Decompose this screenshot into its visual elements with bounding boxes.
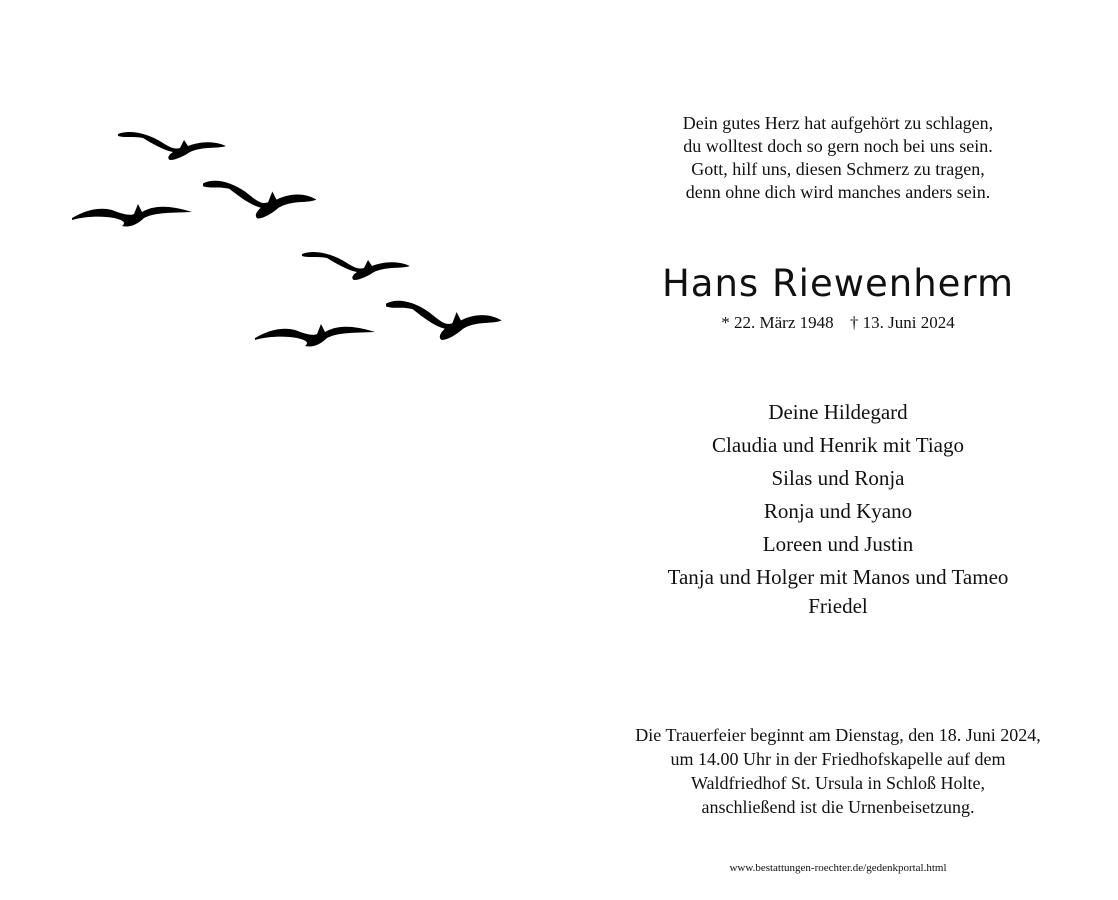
mourner: Silas und Ronja [771, 466, 905, 490]
poem-line: Gott, hilf uns, diesen Schmerz zu tragen, [691, 159, 985, 179]
memorial-poem [578, 112, 1098, 204]
funeral-info [578, 723, 1098, 819]
funeral-line: anschließend ist die Urnenbeisetzung. [701, 797, 975, 817]
poem-line: denn ohne dich wird manches anders sein. [685, 182, 991, 202]
funeral-line: um 14.00 Uhr in der Friedhofskapelle auf dem [670, 749, 1006, 769]
flying-birds-illustration [0, 0, 560, 400]
funeral-line: Waldfriedhof St. Ursula in Schloß Holte, [690, 773, 985, 793]
bird-icon [255, 324, 375, 347]
memorial-portal-url: www.bestattungen-roechter.de/gedenkportal.html [729, 862, 947, 874]
deceased-name: Hans Riewenherm [661, 262, 1015, 305]
bird-icon [72, 204, 192, 227]
funeral-line: Die Trauerfeier beginnt am Dienstag, den 18. Juni 2024, [635, 725, 1041, 745]
mourner: Friedel [808, 594, 868, 618]
mourner: Deine Hildegard [768, 400, 908, 424]
bird-icon [386, 301, 502, 340]
mourners-list [578, 396, 1098, 618]
birth-date: * 22. März 1948 [721, 313, 834, 332]
mourner: Claudia und Henrik mit Tiago [712, 433, 964, 457]
mourner: Tanja und Holger mit Manos und Tameo [667, 565, 1009, 589]
bird-icon [203, 181, 316, 219]
life-dates [578, 313, 1098, 333]
poem-line: du wolltest doch so gern noch bei uns sein. [683, 136, 993, 156]
bird-icon [118, 132, 226, 160]
death-date: † 13. Juni 2024 [849, 313, 955, 332]
mourner: Loreen und Justin [762, 532, 914, 556]
mourner: Ronja und Kyano [763, 499, 913, 523]
bird-icon [302, 252, 410, 280]
poem-line: Dein gutes Herz hat aufgehört zu schlagen, [682, 113, 994, 133]
